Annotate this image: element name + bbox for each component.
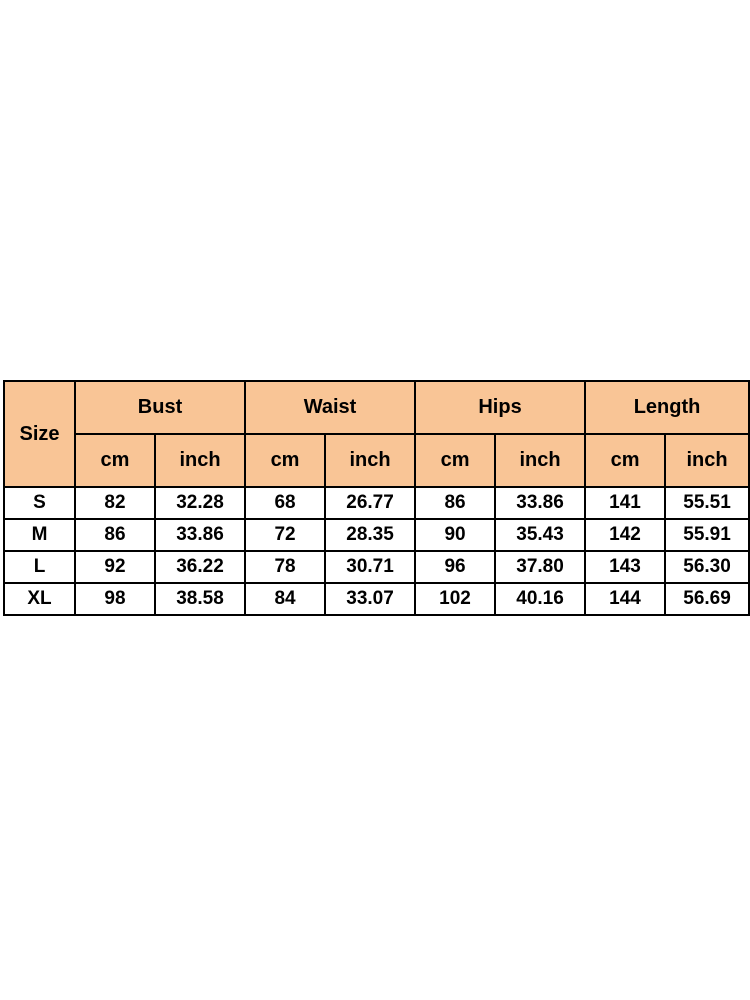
table-cell: 86 bbox=[415, 487, 495, 519]
table-cell: 92 bbox=[75, 551, 155, 583]
size-cell: M bbox=[4, 519, 75, 551]
table-cell: 33.07 bbox=[325, 583, 415, 615]
unit-header: cm bbox=[245, 434, 325, 487]
header-row-groups bbox=[4, 381, 749, 434]
table-cell: 32.28 bbox=[155, 487, 245, 519]
unit-header: cm bbox=[75, 434, 155, 487]
size-cell: L bbox=[4, 551, 75, 583]
unit-header: inch bbox=[665, 434, 749, 487]
unit-header: inch bbox=[155, 434, 245, 487]
table-cell: 98 bbox=[75, 583, 155, 615]
table-cell: 56.69 bbox=[665, 583, 749, 615]
header-row-units bbox=[4, 434, 749, 487]
unit-header: inch bbox=[495, 434, 585, 487]
table-row bbox=[4, 519, 749, 551]
table-cell: 86 bbox=[75, 519, 155, 551]
table-cell: 38.58 bbox=[155, 583, 245, 615]
size-chart-table bbox=[3, 380, 750, 616]
table-cell: 141 bbox=[585, 487, 665, 519]
table-cell: 143 bbox=[585, 551, 665, 583]
hips-header: Hips bbox=[415, 381, 585, 434]
table-cell: 84 bbox=[245, 583, 325, 615]
table-cell: 40.16 bbox=[495, 583, 585, 615]
table-row bbox=[4, 487, 749, 519]
table-cell: 68 bbox=[245, 487, 325, 519]
table-cell: 102 bbox=[415, 583, 495, 615]
unit-header: cm bbox=[585, 434, 665, 487]
unit-header: cm bbox=[415, 434, 495, 487]
bust-header: Bust bbox=[75, 381, 245, 434]
table-cell: 55.91 bbox=[665, 519, 749, 551]
table-cell: 142 bbox=[585, 519, 665, 551]
table-cell: 33.86 bbox=[495, 487, 585, 519]
table-cell: 33.86 bbox=[155, 519, 245, 551]
table-cell: 56.30 bbox=[665, 551, 749, 583]
table-cell: 55.51 bbox=[665, 487, 749, 519]
waist-header: Waist bbox=[245, 381, 415, 434]
length-header: Length bbox=[585, 381, 749, 434]
table-cell: 72 bbox=[245, 519, 325, 551]
table-cell: 82 bbox=[75, 487, 155, 519]
table-cell: 78 bbox=[245, 551, 325, 583]
table-cell: 30.71 bbox=[325, 551, 415, 583]
table-cell: 26.77 bbox=[325, 487, 415, 519]
table-cell: 96 bbox=[415, 551, 495, 583]
table-cell: 28.35 bbox=[325, 519, 415, 551]
table-cell: 35.43 bbox=[495, 519, 585, 551]
size-cell: XL bbox=[4, 583, 75, 615]
size-cell: S bbox=[4, 487, 75, 519]
unit-header: inch bbox=[325, 434, 415, 487]
table-row bbox=[4, 551, 749, 583]
table-row bbox=[4, 583, 749, 615]
table-cell: 144 bbox=[585, 583, 665, 615]
table-cell: 37.80 bbox=[495, 551, 585, 583]
table-cell: 90 bbox=[415, 519, 495, 551]
table-cell: 36.22 bbox=[155, 551, 245, 583]
size-header: Size bbox=[4, 381, 75, 487]
